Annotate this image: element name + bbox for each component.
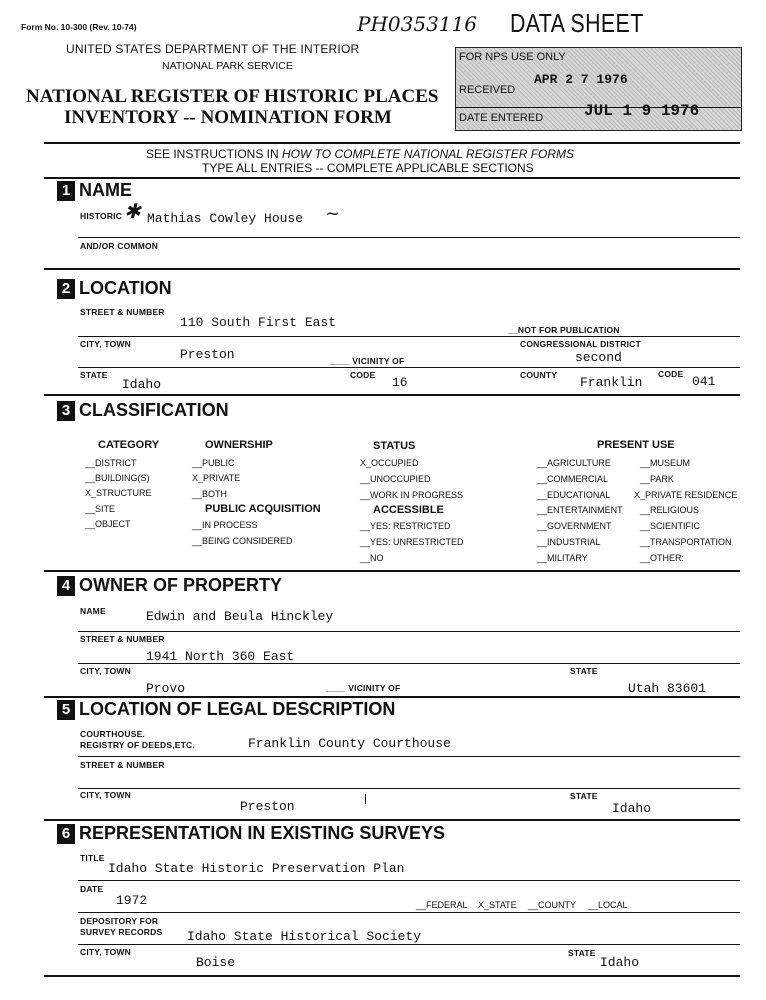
- acquisition-heading: PUBLIC ACQUISITION: [205, 503, 321, 515]
- form-title-line1: NATIONAL REGISTER OF HISTORIC PLACES: [26, 86, 439, 107]
- use-educational: __EDUCATIONAL: [537, 490, 611, 500]
- use-commercial: __COMMERCIAL: [537, 474, 609, 484]
- owner-state-label: STATE: [570, 666, 598, 676]
- location-street-label: STREET & NUMBER: [80, 307, 165, 317]
- received-label: RECEIVED: [459, 84, 516, 96]
- status-heading: STATUS: [373, 440, 416, 452]
- location-code-value: 16: [392, 375, 408, 390]
- owner-state-value: Utah 83601: [628, 681, 707, 696]
- instructions-rule: [44, 177, 740, 179]
- owner-name-value: Edwin and Beula Hinckley: [146, 609, 334, 624]
- section-5-rule: [44, 819, 740, 821]
- use-transportation: __TRANSPORTATION: [640, 537, 732, 547]
- survey-date-rule: [78, 912, 740, 913]
- survey-date-label: DATE: [80, 884, 104, 894]
- common-label: AND/OR COMMON: [80, 241, 159, 251]
- survey-level-federal: __FEDERAL: [416, 900, 468, 910]
- section-1-title: NAME: [79, 180, 132, 200]
- owner-street-label: STREET & NUMBER: [80, 634, 165, 644]
- use-military: __MILITARY: [537, 553, 588, 563]
- section-4-number: 4: [57, 576, 75, 596]
- section-3-title: CLASSIFICATION: [79, 400, 229, 420]
- acquisition-in-process: __IN PROCESS: [192, 520, 258, 530]
- use-other: __OTHER:: [640, 553, 685, 563]
- location-state-value: Idaho: [122, 377, 162, 392]
- survey-level-state: X_STATE: [478, 900, 517, 910]
- section-4-title: OWNER OF PROPERTY: [79, 575, 283, 595]
- location-state-label: STATE: [80, 370, 108, 380]
- legal-state-value: Idaho: [612, 801, 652, 816]
- section-5-number: 5: [57, 700, 75, 720]
- section-1-rule: [44, 268, 740, 270]
- location-city-value: Preston: [180, 347, 235, 362]
- accessible-heading: ACCESSIBLE: [373, 504, 444, 516]
- legal-street-rule: [78, 788, 740, 789]
- accessible-no: __NO: [360, 553, 384, 563]
- service-name: NATIONAL PARK SERVICE: [162, 60, 293, 72]
- depository-value: Idaho State Historical Society: [187, 929, 422, 944]
- section-6-rule: [44, 975, 740, 977]
- instructions-line2: TYPE ALL ENTRIES -- COMPLETE APPLICABLE SECTIONS: [202, 161, 534, 175]
- historic-label: HISTORIC: [80, 211, 123, 221]
- section-2-rule: [44, 394, 740, 396]
- acquisition-being-considered: __BEING CONSIDERED: [192, 536, 293, 546]
- handwritten-x-mark: ✱: [124, 199, 141, 223]
- location-street-value: 110 South First East: [180, 315, 337, 330]
- courthouse-rule: [78, 756, 740, 757]
- survey-level-local: __LOCAL: [588, 900, 628, 910]
- location-city-rule: [78, 367, 740, 368]
- survey-state-value: Idaho: [600, 955, 640, 970]
- county-label: COUNTY: [520, 370, 558, 380]
- section-5-title: LOCATION OF LEGAL DESCRIPTION: [79, 699, 396, 719]
- owner-city-value: Provo: [146, 681, 186, 696]
- use-entertainment: __ENTERTAINMENT: [537, 505, 623, 515]
- county-code-label: CODE: [658, 369, 684, 379]
- instructions-guide-name: HOW TO COMPLETE NATIONAL REGISTER FORMS: [282, 147, 575, 161]
- survey-title-label: TITLE: [80, 853, 105, 863]
- section-3-number: 3: [57, 401, 75, 421]
- not-for-publication: __NOT FOR PUBLICATION: [508, 325, 620, 335]
- department-name: UNITED STATES DEPARTMENT OF THE INTERIOR: [66, 42, 360, 56]
- section-2-title: LOCATION: [79, 278, 172, 298]
- section-6-title: REPRESENTATION IN EXISTING SURVEYS: [79, 823, 446, 843]
- handwritten-id: PH0353116: [357, 12, 477, 36]
- ownership-both: __BOTH: [192, 489, 228, 499]
- survey-date-value: 1972: [116, 893, 148, 908]
- owner-city-label: CITY, TOWN: [80, 666, 131, 676]
- form-title-line2: INVENTORY -- NOMINATION FORM: [64, 107, 392, 128]
- legal-street-label: STREET & NUMBER: [80, 760, 165, 770]
- survey-level-county: __COUNTY: [528, 900, 577, 910]
- survey-title-rule: [78, 880, 740, 881]
- use-agriculture: __AGRICULTURE: [537, 458, 611, 468]
- location-vicinity: ____ VICINITY OF: [330, 356, 405, 366]
- entered-date-stamp: JUL 1 9 1976: [584, 102, 700, 120]
- survey-city-label: CITY, TOWN: [80, 947, 131, 957]
- use-private-residence: X_PRIVATE RESIDENCE: [634, 490, 738, 500]
- category-site: __SITE: [85, 504, 116, 514]
- section-2-number: 2: [57, 279, 75, 299]
- category-district: __DISTRICT: [85, 458, 137, 468]
- section-1-number: 1: [57, 181, 75, 201]
- county-code-value: 041: [692, 374, 716, 389]
- top-rule: [44, 142, 740, 144]
- received-date-stamp: APR 2 7 1976: [534, 72, 628, 87]
- ownership-public: __PUBLIC: [192, 458, 235, 468]
- location-code-label: CODE: [350, 370, 376, 380]
- section-6-number: 6: [57, 824, 75, 844]
- section-4-rule: [44, 696, 740, 698]
- historic-rule: [78, 237, 740, 238]
- survey-state-label: STATE: [568, 948, 596, 958]
- ownership-heading: OWNERSHIP: [205, 439, 273, 451]
- present-use-heading: PRESENT USE: [597, 439, 675, 451]
- owner-name-label: NAME: [80, 606, 106, 616]
- instructions-line1: [146, 147, 574, 161]
- category-object: __OBJECT: [85, 519, 131, 529]
- legal-state-label: STATE: [570, 791, 598, 801]
- date-entered-label: DATE ENTERED: [459, 112, 544, 124]
- legal-city-value: Preston: [240, 799, 295, 814]
- ownership-private: X_PRIVATE: [192, 473, 241, 483]
- use-religious: __RELIGIOUS: [640, 505, 700, 515]
- survey-city-value: Boise: [196, 955, 236, 970]
- status-occupied: X_OCCUPIED: [360, 458, 419, 468]
- historic-value: Mathias Cowley House: [147, 211, 304, 226]
- owner-street-value: 1941 North 360 East: [146, 649, 295, 664]
- survey-title-value: Idaho State Historic Preservation Plan: [108, 861, 405, 876]
- use-scientific: __SCIENTIFIC: [640, 521, 701, 531]
- use-museum: __MUSEUM: [640, 458, 691, 468]
- accessible-restricted: __YES: RESTRICTED: [360, 521, 451, 531]
- legal-city-tick: [365, 794, 366, 804]
- accessible-unrestricted: __YES: UNRESTRICTED: [360, 537, 464, 547]
- use-park: __PARK: [640, 474, 674, 484]
- status-work-in-progress: __WORK IN PROGRESS: [360, 490, 464, 500]
- nps-use-box: [455, 47, 742, 131]
- section-3-rule: [44, 570, 740, 572]
- location-street-rule: [78, 336, 740, 337]
- nps-box-divider: [456, 107, 741, 108]
- use-government: __GOVERNMENT: [537, 521, 612, 531]
- congress-district-label: CONGRESSIONAL DISTRICT: [520, 339, 641, 349]
- data-sheet-title: DATA SHEET: [510, 8, 644, 38]
- courthouse-label-line1: COURTHOUSE.: [80, 729, 146, 739]
- depository-label-line1: DEPOSITORY FOR: [80, 916, 159, 926]
- instructions-text: SEE INSTRUCTIONS IN: [146, 147, 283, 161]
- courthouse-value: Franklin County Courthouse: [248, 736, 451, 751]
- category-heading: CATEGORY: [98, 439, 160, 451]
- depository-label-line2: SURVEY RECORDS: [80, 927, 163, 937]
- use-industrial: __INDUSTRIAL: [537, 537, 601, 547]
- status-unoccupied: __UNOCCUPIED: [360, 474, 431, 484]
- owner-name-rule: [78, 631, 740, 632]
- handwritten-initials: ~: [325, 203, 341, 224]
- courthouse-label-line2: REGISTRY OF DEEDS,ETC.: [80, 740, 195, 750]
- congress-district-value: second: [575, 350, 622, 365]
- county-value: Franklin: [580, 375, 643, 390]
- owner-street-rule: [78, 663, 740, 664]
- legal-city-label: CITY, TOWN: [80, 790, 131, 800]
- depository-rule: [78, 944, 740, 945]
- location-city-label: CITY, TOWN: [80, 339, 131, 349]
- nps-use-label: FOR NPS USE ONLY: [459, 51, 566, 63]
- category-structure: X_STRUCTURE: [85, 488, 152, 498]
- form-number: Form No. 10-300 (Rev. 10-74): [21, 22, 137, 32]
- owner-vicinity: ____ VICINITY OF: [326, 683, 401, 693]
- category-buildings: __BUILDING(S): [85, 473, 150, 483]
